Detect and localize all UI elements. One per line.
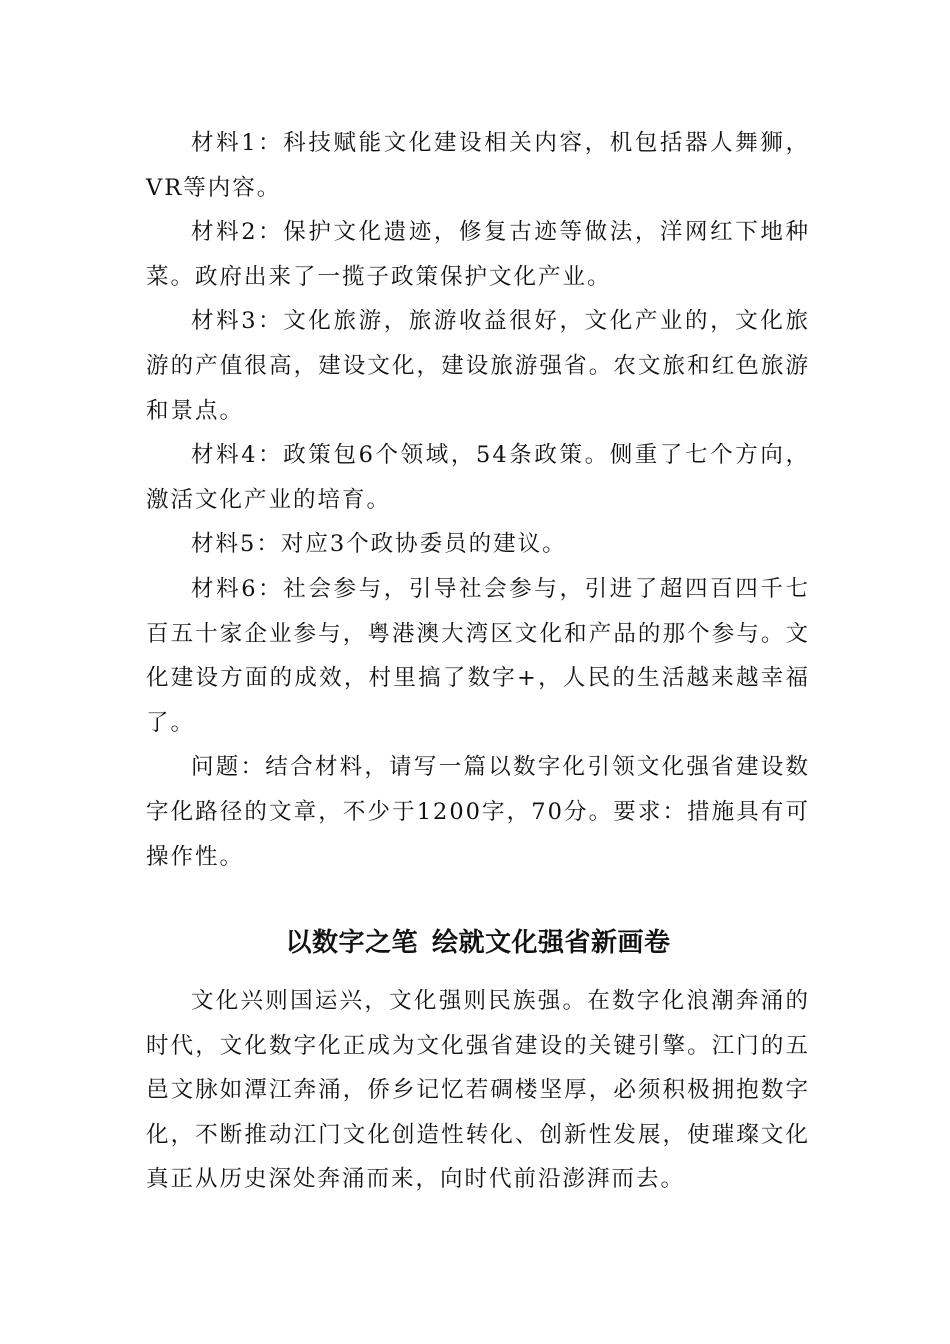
essay-title-part-1: 以数字之笔 [285,928,418,959]
material-3-paragraph: 材料3：文化旅游，旅游收益很好，文化产业的，文化旅游的产值很高，建设文化，建设旅游强省。农文旅和红色旅游和景点。 [146,308,810,424]
material-6-paragraph: 材料6：社会参与，引导社会参与，引进了超四百四千七百五十家企业参与，粤港澳大湾区文化和产品的那个参与。文化建设方面的成效，村里搞了数字+，人民的生活越来越幸福了。 [146,575,810,736]
essay-title-part-2: 绘就文化强省新画卷 [432,928,671,959]
material-1-paragraph: 材料1：科技赋能文化建设相关内容，机包括器人舞狮，VR等内容。 [146,130,810,201]
material-5-paragraph: 材料5：对应3个政协委员的建议。 [191,531,567,558]
document-body [146,121,810,1202]
essay-paragraph-1: 文化兴则国运兴，文化强则民族强。在数字化浪潮奔涌的时代，文化数字化正成为文化强省建设的关键引擎。江门的五邑文脉如潭江奔涌，侨乡记忆若碉楼坚厚，必须积极拥抱数字化，不断推动江门文化创造性转化、创新性发展，使璀璨文化真正从历史深处奔涌而来，向时代前沿澎湃而去。 [146,988,810,1193]
material-4-paragraph: 材料4：政策包6个领域，54条政策。侧重了七个方向，激活文化产业的培育。 [146,442,810,513]
question-paragraph: 问题：结合材料，请写一篇以数字化引领文化强省建设数字化路径的文章，不少于1200字，70分。要求：措施具有可操作性。 [146,754,810,870]
material-2-paragraph: 材料2：保护文化遗迹，修复古迹等做法，洋网红下地种菜。政府出来了一揽子政策保护文化产业。 [146,219,810,290]
essay-title [146,913,810,973]
